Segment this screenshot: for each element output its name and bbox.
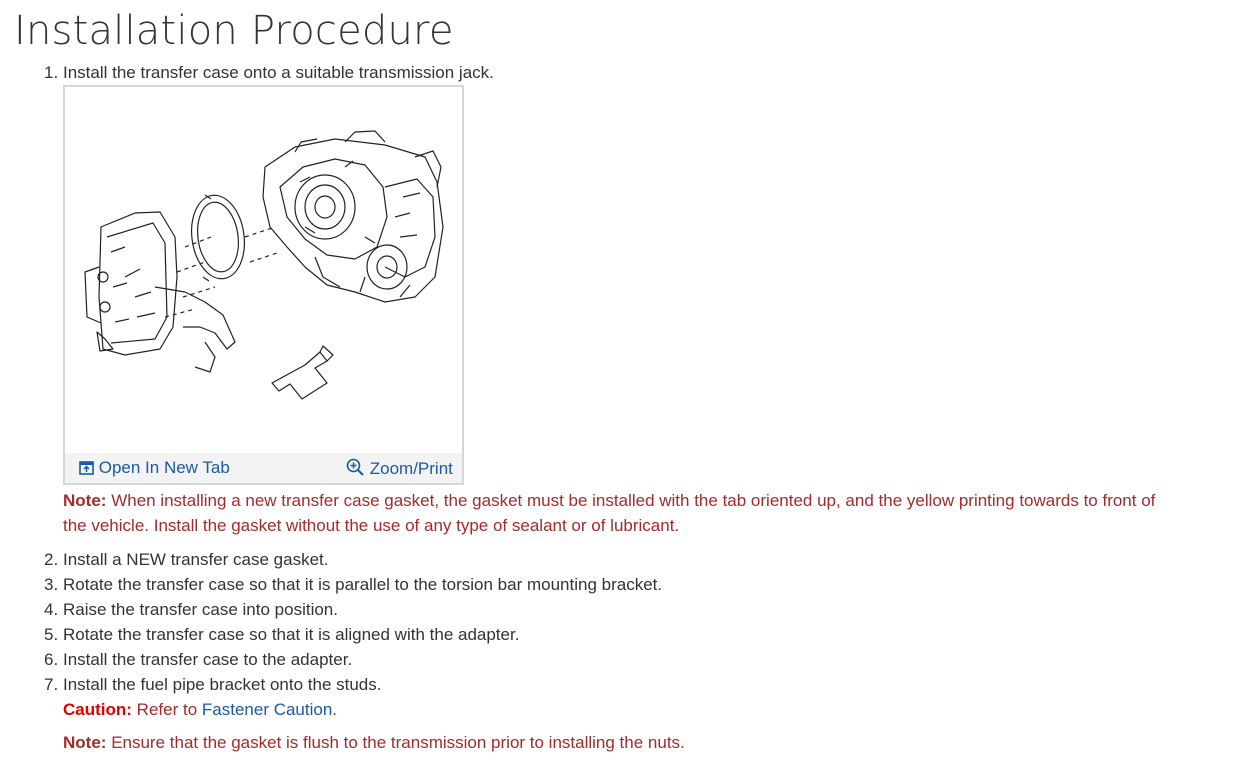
step-number: 1. bbox=[44, 63, 59, 82]
page-title: Installation Procedure bbox=[14, 8, 454, 54]
caution-label: Caution: bbox=[63, 700, 132, 719]
step-text: Rotate the transfer case so that it is aligned with the adapter. bbox=[63, 625, 520, 644]
open-in-new-tab-link[interactable] bbox=[79, 458, 230, 478]
step-number: 7. bbox=[44, 675, 59, 694]
zoom-print-label: Zoom/Print bbox=[369, 459, 453, 478]
figure-toolbar bbox=[65, 453, 462, 483]
note-text: Ensure that the gasket is flush to the transmission prior to installing the nuts. bbox=[111, 733, 685, 752]
caution-suffix: . bbox=[332, 700, 338, 719]
note-label: Note: bbox=[63, 733, 107, 752]
open-in-new-tab-label: Open In New Tab bbox=[98, 458, 230, 477]
note-gasket bbox=[63, 488, 1155, 538]
step-6 bbox=[44, 647, 352, 672]
step-text: Install a NEW transfer case gasket. bbox=[63, 550, 329, 569]
step-text: Rotate the transfer case so that it is parallel to the torsion bar mounting bracket. bbox=[63, 575, 663, 594]
zoom-print-link[interactable] bbox=[346, 458, 453, 479]
transfer-case-illustration bbox=[65, 87, 462, 453]
step-1 bbox=[44, 60, 494, 85]
caution-fastener bbox=[63, 697, 337, 722]
figure-transfer-case bbox=[63, 85, 464, 485]
step-number: 4. bbox=[44, 600, 59, 619]
step-7 bbox=[44, 672, 381, 697]
step-number: 6. bbox=[44, 650, 59, 669]
step-3 bbox=[44, 572, 662, 597]
step-number: 5. bbox=[44, 625, 59, 644]
step-text: Install the transfer case onto a suitable transmission jack. bbox=[63, 63, 494, 82]
step-4 bbox=[44, 597, 338, 622]
note-text-cont: the vehicle. Install the gasket without the use of any type of sealant or of lubricant. bbox=[63, 516, 680, 535]
open-in-new-tab-icon bbox=[79, 461, 94, 475]
note-text: When installing a new transfer case gasket, the gasket must be installed with the tab oriented up, and the yellow printing towards to front of bbox=[111, 491, 1156, 510]
caution-prefix: Refer to bbox=[136, 700, 198, 719]
zoom-in-icon bbox=[346, 458, 365, 476]
note-flush bbox=[63, 730, 685, 755]
note-label: Note: bbox=[63, 491, 107, 510]
step-number: 2. bbox=[44, 550, 59, 569]
step-text: Install the fuel pipe bracket onto the studs. bbox=[63, 675, 382, 694]
step-5 bbox=[44, 622, 519, 647]
step-2 bbox=[44, 547, 329, 572]
step-number: 3. bbox=[44, 575, 59, 594]
step-text: Install the transfer case to the adapter. bbox=[63, 650, 353, 669]
step-text: Raise the transfer case into position. bbox=[63, 600, 338, 619]
fastener-caution-link[interactable]: Fastener Caution bbox=[201, 700, 333, 719]
